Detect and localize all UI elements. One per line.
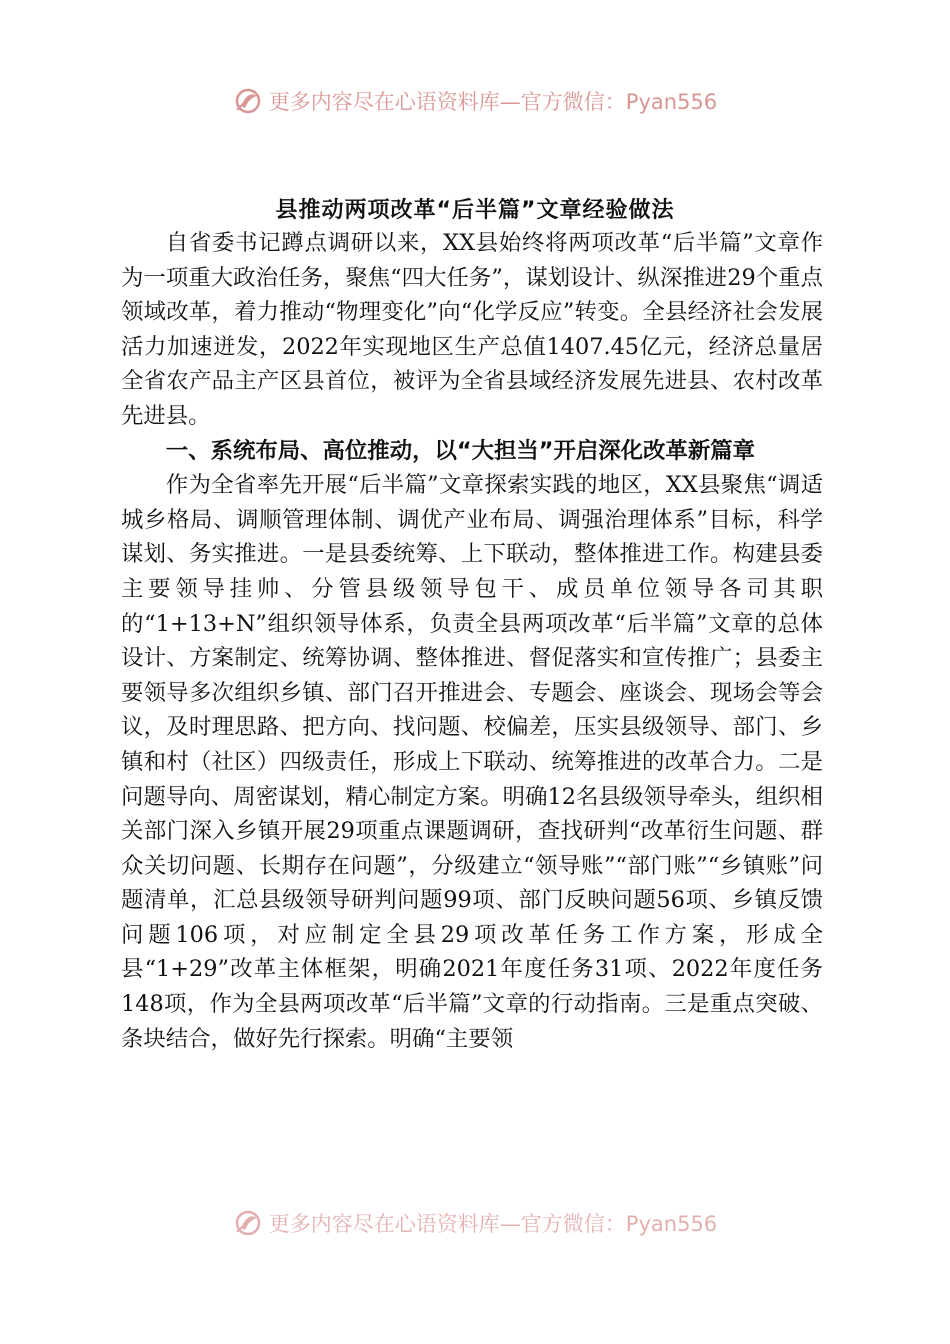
section-1-paragraph: 作为全省率先开展“后半篇”文章探索实践的地区，XX县聚焦“调适城乡格局、调顺管理体制、调优产业布局、调强治理体系”目标，科学谋划、务实推进。一是县委统筹、上下联动，整体推进工作。构建县委主要领导挂帅、分管县级领导包干、成员单位领导各司其职的“1+13+N”组织领导体系，负责全县两项改革“后半篇”文章的总体设计、方案制定、统筹协调、整体推进、督促落实和宣传推广；县委主要领导多次组织乡镇、部门召开推进会、专题会、座谈会、现场会等会议，及时理思路、把方向、找问题、校偏差，压实县级领导、部门、乡镇和村（社区）四级责任，形成上下联动、统筹推进的改革合力。二是问题导向、周密谋划，精心制定方案。明确12名县级领导牵头，组织相关部门深入乡镇开展29项重点课题调研，查找研判“改革衍生问题、群众关切问题、长期存在问题”，分级建立“领导账”“部门账”“乡镇账”问题清单，汇总县级领导研判问题99项、部门反映问题56项、乡镇反馈问题106项，对应制定全县29项改革任务工作方案，形成全县“1+29”改革主体框架，明确2021年度任务31项、2022年度任务148项，作为全县两项改革“后半篇”文章的行动指南。三是重点突破、条块结合，做好先行探索。明确“主要领 [121, 472, 823, 1052]
watermark-text: 更多内容尽在心语资料库—官方微信：Pyan556 [268, 1212, 718, 1236]
document-title: 县推动两项改革“后半篇”文章经验做法 [275, 198, 675, 223]
watermark-text: 更多内容尽在心语资料库—官方微信：Pyan556 [268, 90, 718, 114]
section-heading-1: 一、系统布局、高位推动，以“大担当”开启深化改革新篇章 [165, 437, 755, 464]
watermark-footer [0, 1208, 950, 1238]
document-body [121, 226, 823, 1056]
swirl-logo-icon [233, 86, 263, 116]
watermark-header [0, 86, 950, 116]
intro-paragraph: 自省委书记蹲点调研以来，XX县始终将两项改革“后半篇”文章作为一项重大政治任务，聚焦“四大任务”，谋划设计、纵深推进29个重点领域改革，着力推动“物理变化”向“化学反应”转变。全县经济社会发展活力加速迸发，2022年实现地区生产总值1407.45亿元，经济总量居全省农产品主产区县首位，被评为全省县域经济发展先进县、农村改革先进县。 [121, 230, 823, 429]
swirl-logo-icon [233, 1208, 263, 1238]
